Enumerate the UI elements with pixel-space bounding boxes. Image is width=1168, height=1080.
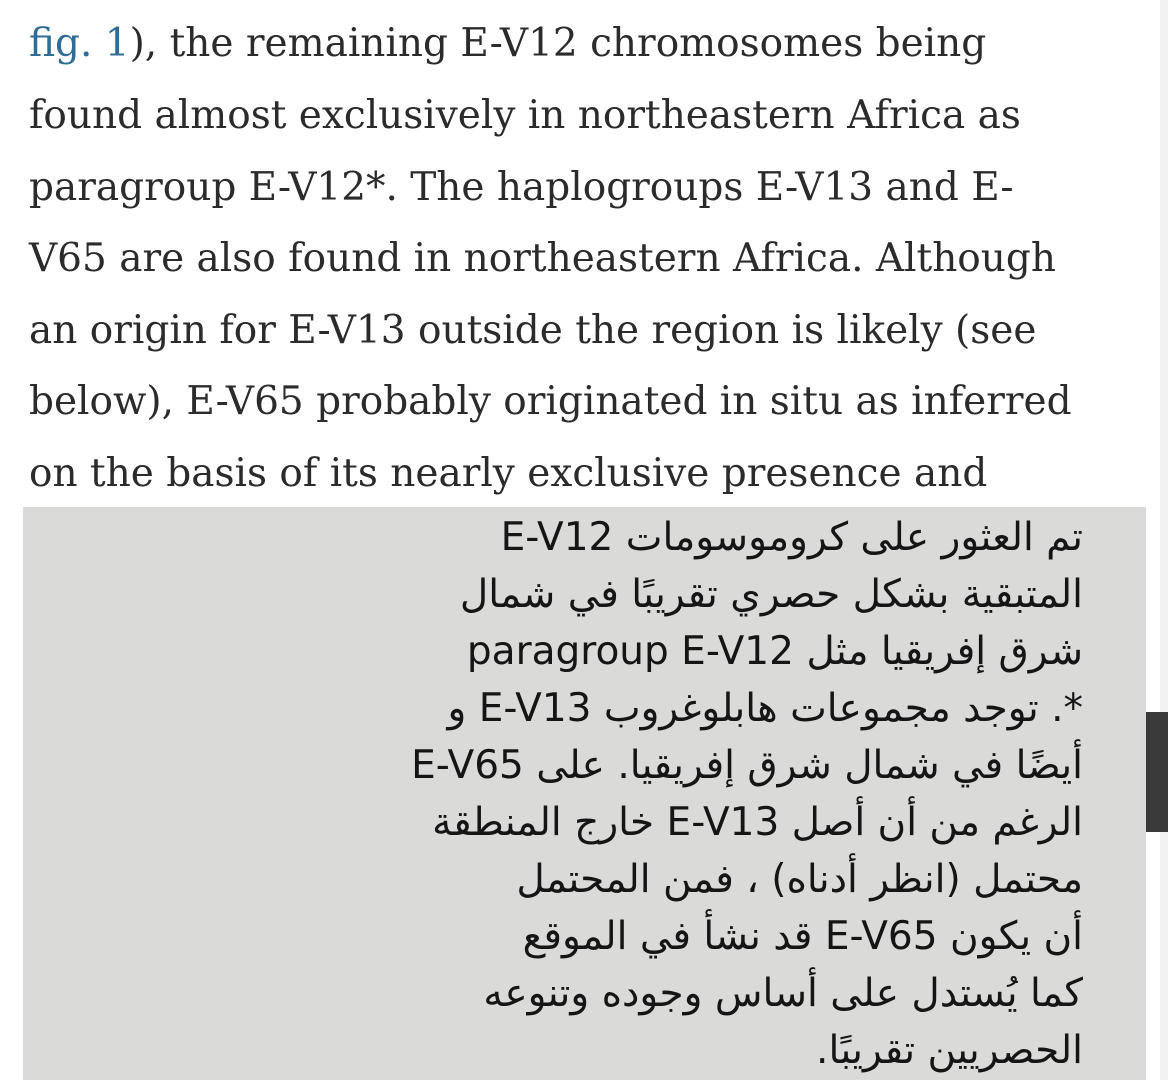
article-line: an origin for E-V13 outside the region is likely (see [29, 308, 1037, 353]
figure-link[interactable]: fig. 1 [29, 21, 130, 66]
translation-line: كما يُستدل على أساس وجوده وتنوعه [483, 971, 1083, 1016]
translation-line: أن يكون E-V65 قد نشأ في الموقع [522, 914, 1083, 959]
translation-line: المتبقية بشكل حصري تقريبًا في شمال [459, 572, 1083, 617]
translation-line: الحصريين تقريبًا. [816, 1028, 1083, 1073]
article-line: below), E-V65 probably originated in situ as inferred [29, 379, 1072, 424]
scroll-handle[interactable] [1146, 712, 1168, 832]
translation-line: الرغم من أن أصل E-V13 خارج المنطقة [432, 800, 1083, 845]
translation-line: شرق إفريقيا مثل paragroup E-V12 [466, 629, 1083, 674]
article-line: paragroup E-V12*. The haplogroups E-V13 and E- [29, 165, 1014, 210]
article-line: found almost exclusively in northeastern Africa as [29, 93, 1021, 138]
article-line: V65 are also found in northeastern Africa. Although [29, 236, 1056, 281]
article-line-1 [29, 8, 986, 80]
translation-line: *. توجد مجموعات هابلوغروب E-V13 و [447, 686, 1083, 731]
edge-divider [1160, 0, 1168, 1080]
article-line-1-text: ), the remaining E-V12 chromosomes being [129, 21, 987, 66]
translation-line: تم العثور على كروموسومات E-V12 [500, 515, 1083, 560]
translation-line: محتمل (انظر أدناه) ، فمن المحتمل [516, 857, 1083, 902]
translation-line: E-V65 أيضًا في شمال شرق إفريقيا. على [411, 743, 1083, 788]
article-line: on the basis of its nearly exclusive presence and [29, 451, 988, 496]
translation-overlay[interactable] [23, 507, 1146, 1080]
